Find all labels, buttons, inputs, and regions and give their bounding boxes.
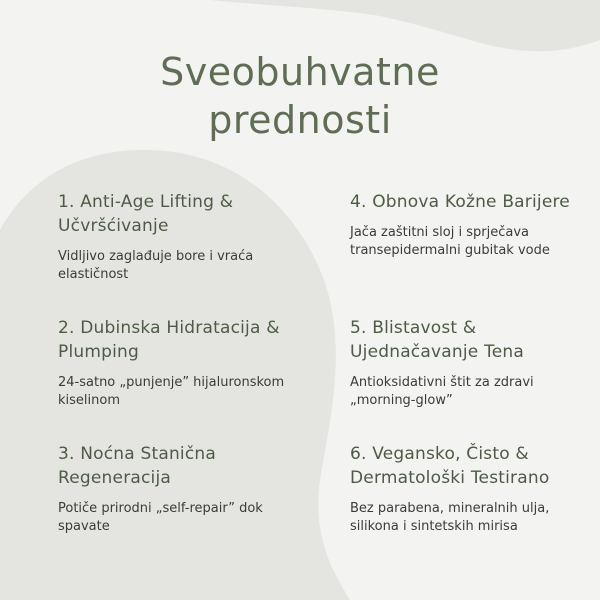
benefit-description: Potiče prirodni „self-repair” dok spavate — [58, 501, 263, 534]
benefit-title: 1. Anti-Age Lifting & Učvršćivanje — [58, 192, 234, 236]
benefit-item — [58, 316, 298, 410]
benefit-description: Antioksidativni štit za zdravi „morning-glow” — [350, 375, 534, 408]
benefit-description: Jača zaštitni sloj i sprječava transepidermalni gubitak vode — [350, 225, 550, 258]
benefit-item — [350, 316, 590, 410]
benefit-item — [58, 190, 298, 284]
title-line-1: Sveobuhvatne — [160, 50, 440, 94]
page-title — [0, 48, 600, 144]
benefit-description: Bez parabena, mineralnih ulja, silikona i sintetskih mirisa — [350, 501, 550, 534]
benefit-description: 24-satno „punjenje” hijaluronskom kiselinom — [58, 375, 285, 408]
title-line-2: prednosti — [208, 98, 392, 142]
benefit-item — [350, 442, 590, 536]
benefit-title: 4. Obnova Kožne Barijere — [350, 192, 570, 212]
benefit-title: 5. Blistavost & Ujednačavanje Tena — [350, 318, 524, 362]
top-right-blob — [210, 0, 600, 51]
benefit-title: 3. Noćna Stanična Regeneracija — [58, 444, 216, 488]
benefit-item — [58, 442, 298, 536]
benefit-description: Vidljivo zaglađuje bore i vraća elastičnost — [58, 249, 254, 282]
benefit-item — [350, 190, 590, 260]
benefit-title: 6. Vegansko, Čisto & Dermatološki Testirano — [350, 444, 550, 488]
benefit-title: 2. Dubinska Hidratacija & Plumping — [58, 318, 280, 362]
